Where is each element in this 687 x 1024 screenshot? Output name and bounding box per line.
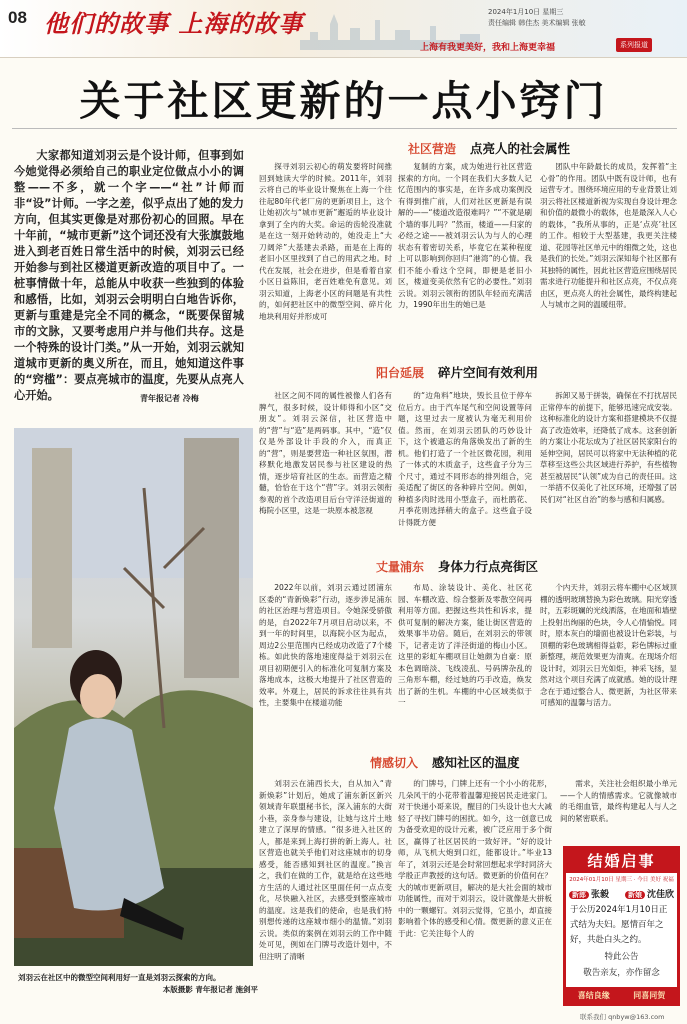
- article-column: 个内天井，刘羽云将车棚中心区域顶棚的透明玻璃替换为彩色玻璃。阳光穿透时，五彩斑斓的光线洒落，在地面和墙壁上投射出绚丽的色块，令人心情愉悦。同时，原本灰白的墙面也被设计色彩装，与顶棚的彩色玻璃相得益彰，彩色牌标过重新整理，规范效果更为清爽。在现场介绍设计时，刘羽云日光如炬，神采飞扬，显然对这个项目充满了成就感。她的设计理念在于通过整合人、微更新，为社区带来可感知的温馨与活力。: [540, 583, 677, 707]
- section-title: 身体力行点亮街区: [438, 559, 539, 574]
- bride-name: 沈佳欣: [646, 890, 674, 900]
- section-heading-4: [370, 752, 520, 772]
- contact-footer: 联系我们 qnbyw@163.com: [580, 1013, 665, 1021]
- divider: [12, 128, 677, 129]
- article-column: 2022年以前，刘羽云通过团浦东区委的“青新焕彩”行动，逐步涉足浦东的社区治理与营造项目。令她深受骄傲的是，自2022年7月项目启动以来，不到一年的时间里，以海院小区为起点，周边2公里范围内已经成功改造了7个楼栋。如此快的落地速度得益于刘羽云在项目初期便引入的标准化可复制方案及落地成本，这极大地提升了社区营造的效率。外观上，居民的诉求往往具有共性，主要集中在楼道功能: [259, 583, 392, 707]
- notice-footer: [566, 987, 677, 1003]
- article-column: 拆卸又易于拼装，确保在不打扰居民正常停车的前提下，能够迅速完成安装。这种标准化的设计方案和搭建模块不仅提高了改造效率，还降低了成本。这套创新的方案让小花坛成为了社区居民家阳台的延伸空间，居民可以将家中无法种植的花草移至这些公共区域进行养护，有些植物甚至被居民“认领”成为自己的责任田。这一举措不仅美化了社区环境，还增强了居民们对“社区自治”的参与感和归属感。: [540, 391, 677, 504]
- section-title: 点亮人的社会属性: [470, 141, 571, 156]
- page-number: 08: [8, 8, 27, 27]
- portrait-photo: [14, 428, 253, 966]
- groom: [569, 887, 609, 900]
- article-column: 团队中年龄最长的成员，发挥着“主心骨”的作用。团队中既有设计师，也有运营专才。围绕环境应用的专业背景让刘羽云将社区楼道新视为实现自身设计理念和价值的最微小的载体，也是最深入人心的载体，“我所从事的，正是‘点亮’社区的工作。相较于大型基建，我更关注楼道、花园等社区单元中的细微之处，这也是我们的长处。”刘羽云深知每个社区都有其独特的属性，因此社区营造应围绕居民需求进行功能提升和社区点亮，不仅点亮由区，更点亮人的社会属性，最终构建起人与城市之间的温暖纽带。: [540, 162, 677, 309]
- section-kicker: 阳台延展: [376, 365, 425, 380]
- notice-announce: 特此公告: [604, 952, 639, 962]
- notice-memo: 敬告亲友，亦作留念: [583, 968, 660, 978]
- masthead: [0, 0, 687, 58]
- editor-line: 责任编辑 韩佳杰 美术编辑 张敏: [488, 19, 586, 27]
- article-column: 需求，关注社会组织最小单元——个人的情感需求。它就像城市的毛细血管，最终构建起人与人之间的紧密联系。: [560, 779, 677, 823]
- notice-foot-left: 喜结良缘: [577, 990, 610, 1000]
- section-kicker: 情感切入: [370, 755, 419, 770]
- article-column: 探寻刘羽云初心的萌发要将时间推回到她读大学的时候。2011年，刘羽云将自己的毕业设计聚焦在上海一个往往起80年代老厂房的更新项目上，这个让她初次与“城市更新”邂逅的毕业设计拿到了全内的大奖。命运的齿轮没准就是在这一刻开始转动的，她没走上“大刀阔斧”大基建去杀路，而是在上海的老旧小区里找到了自己的用武之地。时代在发展，社会在进步，但是看着自家小区日益陈旧，老百姓难免有意见。刘羽云知道，上海老小区的问题是有共性的，如何把社区中的微型空间、碎片化地块利用好并形成可: [259, 162, 392, 321]
- groom-tag: 新郎: [569, 891, 589, 899]
- section-heading-2: [376, 362, 538, 382]
- byline: 青年报记者 冷梅: [140, 394, 199, 403]
- notice-foot-right: 同喜同贺: [633, 990, 666, 1000]
- article-column: 布局、涂装设计、美化、社区花园、车棚改造、综合整新及零散空间再利用等方面。把握这些共性和诉求，提供可复制的解决方案，能让街区营造的效果事半功倍。随后，在刘羽云的带领下，记者走访了洋泾街道的梅山小区。这里的彩虹车棚项目让她颇为自豪：原本色调暗淡、飞线凌乱、号码牌杂乱的三角形车棚，经过她的巧手改造，焕发出了新的生机。车棚的中心区域类似于一: [398, 583, 532, 707]
- article-column: 的门牌号，门牌上还有一个小小的花形，几朵风干的小花带着温馨迎接居民走进家门。对于快递小哥来说，醒目的门头设计也大大减轻了寻找门牌号的困扰。如今，这一创意已成为备受欢迎的设计元素，被广泛应用于多个街区，赢得了社区居民的一致好评。“好的设计师，从飞机大炮到口红，能都设计。”毕业13年了，刘羽云还是会时常回想起求学时同济大学殷正声教授的这句话。微更新的价值何在？大的城市更新项目，解决的是大社会面的城市功能属性，而对于刘羽云，设计就像是大拼板中的一颗螺钉。刘羽云觉得，它虽小，却直接影响着个体的感受和心情。微更新的意义正在于此：它关注每个人的: [398, 779, 552, 938]
- section-heading-1: [408, 138, 570, 158]
- column-title: 他们的故事 上海的故事: [44, 9, 304, 38]
- section-kicker: 丈量浦东: [376, 559, 425, 574]
- bride-tag: 新娘: [625, 891, 645, 899]
- article-column: 刘羽云在浦西长大，自从加入“青新焕彩”计划后，她成了浦东新区新兴领域青年联盟秘书长，深入浦东的大街小巷，亲身参与建设，让她与这片土地建立了深厚的情感。“很多进入社区的人，都是来到上海打拼的新上海人。社区营造也就关乎他们对这座城市的切身感受，能否感知到社区的温度。”换言之，我们在做的工作，就是给在这些地方生活的人通过社区里面任何一点点变化，尽快融入社区，去感受到整座城市的温度。这是我们的使命，也是我们特别想传递的这座城市细小的温情。”刘羽云说。类似的案例在刘羽云的工作中随处可见，例如在门牌号改造计划中，不但注明了清晰: [259, 779, 392, 961]
- section-title: 感知社区的温度: [432, 755, 520, 770]
- notice-body: 于公历2024年1月10日正式结为夫妇。愿情百年之好，共赴白头之约。: [570, 905, 668, 945]
- photo-credit: 本版摄影 青年报记者 施剑平: [162, 985, 258, 994]
- article-column: 的“边角料”地块，毁长且位于停车位后方。由于汽车尾气和空间设置等问题，这里过去一度被认为毫无利用价值。然而，在刘羽云团队的巧妙设计下，这个被遗忘的角落焕发出了新的生机。他们打造了一个社区微花园，利用了一体式的木质盒子，这些盒子分为三个尺寸，通过不同形态的排列组合，完美适配了街区的各种碎片空间。例如，种植多肉时选用小型盒子，而杜鹃花、月季花则选择稍大的盒子。这些盒子设计得既方便: [398, 391, 532, 527]
- issue-date: 2024年1月10日 星期三: [488, 8, 564, 16]
- slogan: 上海有我更美好，我和上海更幸福: [420, 43, 556, 53]
- section-heading-3: [376, 556, 538, 576]
- section-title: 碎片空间有效利用: [438, 365, 539, 380]
- portrait-illustration: [14, 428, 253, 966]
- series-badge: 系列报道: [616, 38, 652, 52]
- article-column: 社区之间不同的属性被像人们各有脾气，很多时候，设计师得和小区“交朋友”。刘羽云深信，社区营造中的“营”与“造”是两码事。其中，“造”仅仅是外部设计手段的介入，而真正的“营”，则是要营造一种社区氛围，潜移默化地激发居民参与社区建设的热情，逐步培育社区的生态。而营造之精髓，恰恰在于这个“营”字。刘羽云领衔参观的首个改造项目后台守洋泾街道的梅院小区里，这是一块原本被忽视: [259, 391, 392, 515]
- caption-text: 刘羽云在社区中的微型空间利用好一直是刘羽云探索的方向。: [18, 973, 221, 982]
- section-kicker: 社区营造: [408, 141, 457, 156]
- issue-meta: [488, 7, 586, 29]
- groom-name: 张毅: [591, 890, 610, 900]
- lead-paragraph: 大家都知道刘羽云是个设计师，但事到如今她觉得必须给自己的职业定位做点小小的调整——不多，就一个字——“社”计师而非“设”计师。一字之差，似乎点出了她的发力方向，但其实更像是对那份初心的回照。早在十年前，“城市更新”这个词还没有大张旗鼓地进入到老百姓日常生活中的时候，刘羽云已经开始参与到社区楼道更新改造的项目中了。一桩事情做十年，总能从中收获一些独到的体验和感悟，比如，刘羽云会明明白白地告诉你，更新与重建是完全不同的概念，“既要保留城市的文脉，又要考虑用户并与他们共存。这是一个特殊的设计门类。”从一开始，刘羽云就知道城市更新的奥义所在，而且，她知道这件事的“窍槛”：要点亮城市的温度，先要从点亮人心开始。: [14, 149, 244, 402]
- headline: 关于社区更新的一点小窍门: [79, 77, 608, 125]
- article-column: 复制的方案，成为她进行社区营造探索的方向。一个同在我们大多数人记忆范围内的事实是，在许多成功案例没有得到推广前，人们对社区更新是有误解的——“楼道改造很难吗？”“不就是刷个墙的事儿吗？”然而，楼道——归家的必经之途——被刘羽云认为与人的心理状态有着密切关系，毕竟它在某种程度上可以影响到你回归“港湾”的心情。我们不能小看这个空间，即便是老旧小区，楼道变美依然有它的必要性。”刘羽云说。刘羽云领衔的团队年轻而充满活力，1990年出生的她已是: [398, 162, 532, 309]
- notice-title: 结婚启事: [566, 849, 677, 873]
- bride: [625, 887, 674, 900]
- couple-names: [566, 883, 677, 900]
- photo-caption: [18, 972, 258, 996]
- notice-date: 2024年01月10日 星期三 · 今日 美好 祝福: [569, 877, 674, 883]
- wedding-notice: [563, 846, 680, 1006]
